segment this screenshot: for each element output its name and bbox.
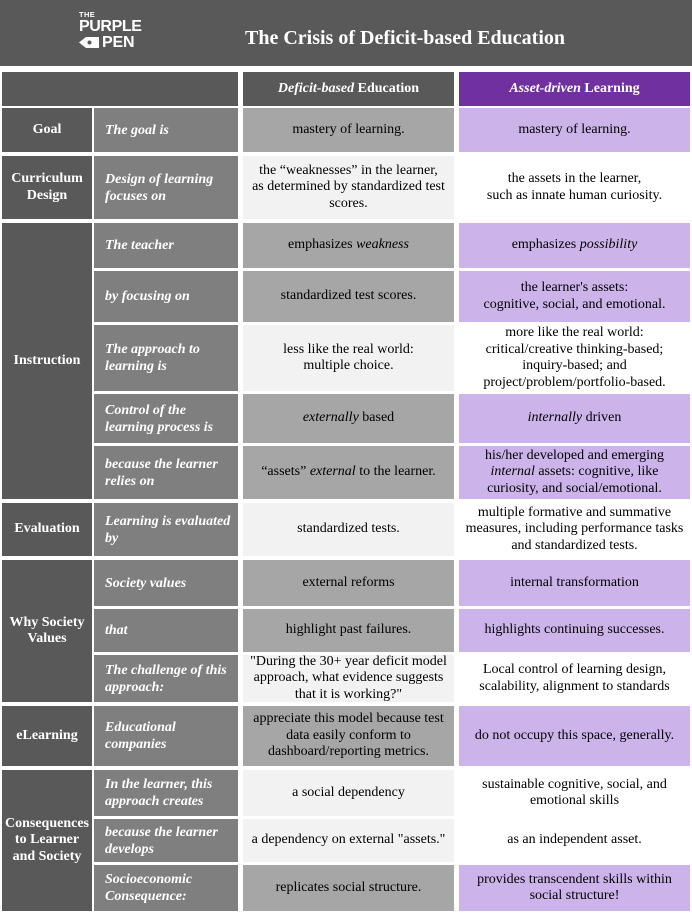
- row-label-text: The teacher: [105, 238, 174, 253]
- asset-text: mastery of learning.: [518, 121, 631, 137]
- deficit-cell: [243, 865, 454, 911]
- row-label: [94, 325, 238, 391]
- row-label: [94, 655, 238, 702]
- asset-cell: [459, 819, 690, 862]
- asset-cell: [459, 223, 690, 268]
- row-label: [94, 223, 238, 268]
- row-label: [94, 770, 238, 816]
- deficit-header-text: [278, 81, 419, 98]
- asset-cell: [459, 865, 690, 911]
- deficit-text: the “weaknesses” in the learner, as determined by standardized test scores.: [252, 162, 445, 211]
- logo-pen-text: PEN: [102, 34, 135, 51]
- deficit-cell: [243, 770, 454, 816]
- deficit-cell: [243, 609, 454, 652]
- deficit-text-part: emphasizes: [288, 237, 357, 253]
- section-label-text: Consequences to Learner and Society: [4, 815, 89, 864]
- section-label-text: Instruction: [13, 352, 81, 368]
- section-label-consequences: [2, 770, 92, 911]
- section-label-goal: [2, 108, 92, 152]
- row-label-text: Design of learning focuses on: [105, 171, 214, 204]
- row-label: [94, 271, 238, 322]
- asset-text: more like the real world: critical/creative thinking-based; inquiry-based; and project/problem/portfolio-based.: [483, 325, 666, 390]
- row-label: [94, 865, 238, 911]
- row-label-text: The approach to learning is: [105, 342, 200, 374]
- row-label-text: because the learner develops: [105, 824, 218, 857]
- asset-text: multiple formative and summative measures, including performance tasks and standardized tests.: [465, 504, 684, 553]
- deficit-text: appreciate this model because test data easily conform to dashboard/reporting metrics.: [253, 711, 444, 760]
- asset-text: sustainable cognitive, social, and emotional skills: [482, 776, 667, 808]
- deficit-cell: [243, 655, 454, 702]
- asset-cell: [459, 108, 690, 152]
- asset-header-rest: Learning: [580, 80, 640, 96]
- row-label-text: because the learner relies on: [105, 456, 218, 489]
- asset-column-header: [459, 72, 690, 106]
- row-label: [94, 503, 238, 556]
- section-label-elearning: [2, 706, 92, 766]
- section-label-evaluation: [2, 503, 92, 556]
- asset-text-emphasis: possibility: [579, 237, 638, 253]
- row-label: [94, 560, 238, 606]
- deficit-cell: [243, 394, 454, 443]
- asset-cell: [459, 156, 690, 219]
- deficit-column-header: [243, 72, 454, 106]
- asset-text-part: emphasizes: [511, 237, 580, 253]
- deficit-text: less like the real world: multiple choice.: [283, 341, 414, 373]
- deficit-cell: [243, 446, 454, 499]
- row-label: [94, 156, 238, 219]
- section-label-text: Evaluation: [14, 521, 80, 537]
- asset-cell: [459, 325, 690, 391]
- asset-cell: [459, 770, 690, 816]
- asset-text: [512, 237, 638, 254]
- asset-text: the learner's assets: cognitive, social, and emotional.: [483, 280, 666, 312]
- section-label-curriculum-design: [2, 156, 92, 219]
- deficit-cell: [243, 156, 454, 219]
- deficit-text: a social dependency: [292, 784, 405, 800]
- asset-cell: [459, 706, 690, 766]
- deficit-cell: [243, 223, 454, 268]
- deficit-cell: [243, 108, 454, 152]
- row-label-text: Control of the learning process is: [105, 402, 214, 435]
- asset-text-part: assets: cognitive, like curiosity, and social/emotional.: [487, 464, 662, 496]
- asset-header-text: [509, 81, 639, 98]
- deficit-text: mastery of learning.: [292, 121, 405, 137]
- asset-cell: [459, 394, 690, 443]
- asset-text: as an independent asset.: [507, 832, 642, 848]
- deficit-text-emphasis: externally: [302, 410, 359, 426]
- asset-header-emphasis: Asset-driven: [509, 80, 581, 96]
- deficit-text-part: based: [358, 410, 395, 426]
- section-label-text: Why Society Values: [9, 614, 85, 646]
- row-label: [94, 819, 238, 862]
- pen-icon: [79, 37, 99, 48]
- asset-text: [485, 448, 664, 498]
- title-banner: [0, 0, 692, 66]
- asset-text-part: his/her developed and emerging: [485, 447, 664, 463]
- deficit-text-part: “assets”: [261, 464, 310, 480]
- deficit-text: external reforms: [302, 574, 395, 590]
- asset-text-emphasis: internally: [527, 410, 583, 426]
- section-label-why-society-values: [2, 560, 92, 702]
- deficit-text: [303, 410, 394, 427]
- row-label-text: that: [105, 623, 128, 638]
- row-label-text: In the learner, this approach creates: [105, 777, 213, 809]
- row-label-text: The challenge of this approach:: [105, 662, 227, 695]
- asset-text: Local control of learning design, scalability, alignment to standards: [479, 662, 670, 694]
- row-label: [94, 108, 238, 152]
- row-label: [94, 446, 238, 499]
- section-label-text: Curriculum Design: [11, 171, 83, 203]
- asset-text-emphasis: internal: [490, 464, 535, 480]
- row-label-text: Socioeconomic Consequence:: [105, 872, 193, 904]
- deficit-text-emphasis: external: [309, 464, 356, 480]
- logo-the-text: THE: [79, 10, 96, 19]
- asset-cell: [459, 609, 690, 652]
- asset-cell: [459, 655, 690, 702]
- header-blank-cell: [2, 72, 238, 106]
- asset-cell: [459, 560, 690, 606]
- asset-text: [528, 410, 622, 427]
- deficit-cell: [243, 819, 454, 862]
- deficit-header-emphasis: Deficit-based: [277, 80, 355, 96]
- asset-cell: [459, 271, 690, 322]
- asset-cell: [459, 446, 690, 499]
- page-title: The Crisis of Deficit-based Education: [245, 27, 565, 49]
- logo-pen-row: [79, 35, 142, 50]
- deficit-cell: [243, 325, 454, 391]
- asset-text: do not occupy this space, generally.: [474, 727, 675, 743]
- asset-text: the assets in the learner, such as innate human curiosity.: [486, 171, 663, 203]
- purple-pen-logo: [79, 11, 142, 50]
- section-label-instruction: [2, 223, 92, 499]
- deficit-cell: [243, 271, 454, 322]
- deficit-text: [261, 464, 436, 481]
- row-label-text: Society values: [105, 575, 187, 591]
- deficit-text: a dependency on external "assets.": [251, 832, 446, 848]
- asset-cell: [459, 503, 690, 556]
- row-label-text: by focusing on: [105, 289, 190, 304]
- deficit-cell: [243, 706, 454, 766]
- deficit-text: "During the 30+ year deficit model approach, what evidence suggests that it is working?": [250, 653, 447, 702]
- row-label-text: Educational companies: [105, 720, 176, 752]
- row-label: [94, 609, 238, 652]
- row-label-text: The goal is: [105, 122, 169, 138]
- row-label: [94, 394, 238, 443]
- deficit-text: [288, 237, 409, 254]
- deficit-text: standardized tests.: [297, 521, 400, 537]
- deficit-text: standardized test scores.: [280, 288, 417, 304]
- deficit-text: highlight past failures.: [285, 622, 412, 638]
- logo-purple-text: PURPLE: [79, 18, 142, 35]
- deficit-text: replicates social structure.: [275, 879, 422, 895]
- section-label-text: eLearning: [16, 727, 78, 743]
- asset-text: highlights continuing successes.: [484, 622, 665, 638]
- asset-text: provides transcendent skills within social structure!: [477, 871, 672, 903]
- deficit-text-emphasis: weakness: [356, 237, 409, 253]
- section-label-text: Goal: [32, 121, 62, 137]
- deficit-cell: [243, 560, 454, 606]
- deficit-cell: [243, 503, 454, 556]
- asset-text-part: driven: [582, 410, 622, 426]
- asset-text: internal transformation: [510, 574, 639, 590]
- deficit-header-rest: Education: [354, 80, 420, 96]
- row-label-text: Learning is evaluated by: [105, 513, 231, 546]
- deficit-text-part: to the learner.: [355, 464, 436, 480]
- row-label: [94, 706, 238, 766]
